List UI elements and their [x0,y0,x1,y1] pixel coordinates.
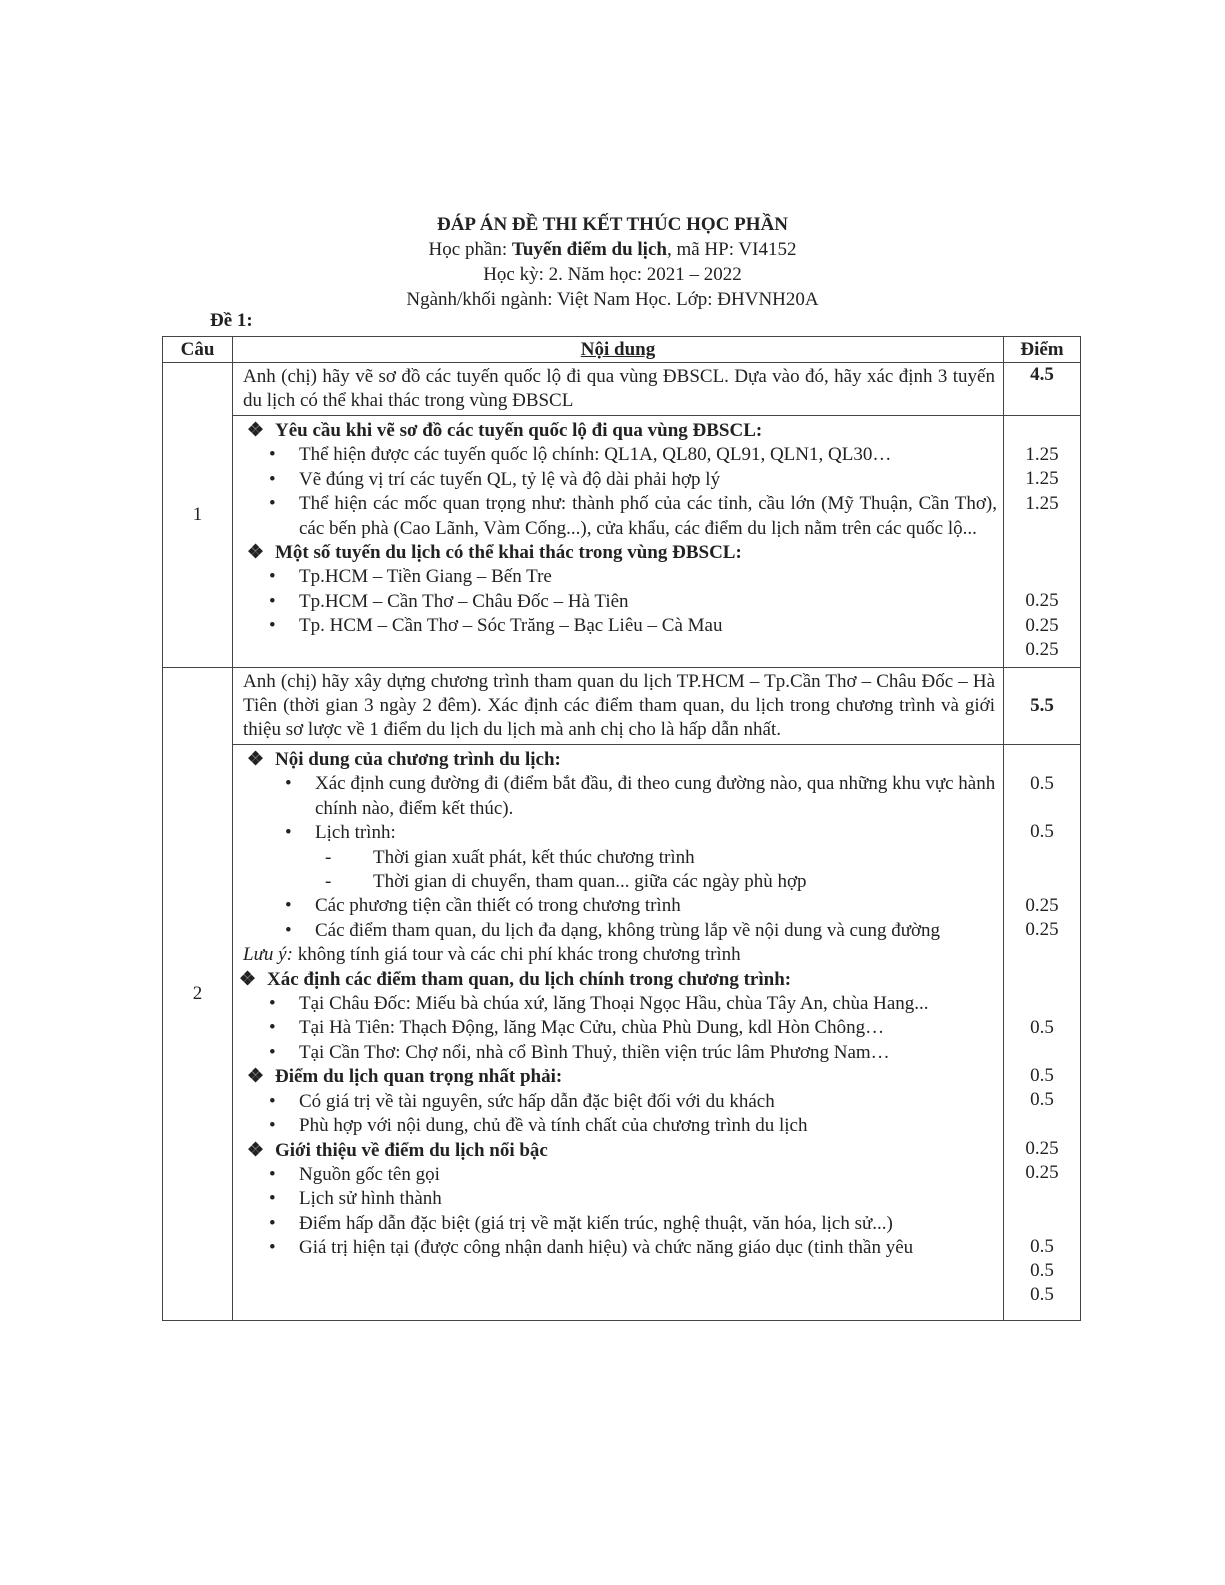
bullet-icon: • [269,590,276,612]
q2-question-row [163,668,1081,745]
note-line: Lưu ý: không tính giá tour và các chi phí khác trong chương trình [243,944,741,966]
diamond-bullet-icon: ❖ [247,542,265,564]
q1-question: Anh (chị) hãy vẽ sơ đồ các tuyến quốc lộ đi qua vùng ĐBSCL. Dựa vào đó, hãy xác định 3 tuyến du lịch có thể khai thác trong vùng ĐBSCL [243,366,995,411]
list-item: • Giá trị hiện tại (được công nhận danh hiệu) và chức năng giáo dục (tinh thần yêu [233,1236,997,1260]
bullet-icon: • [269,1163,276,1185]
q2-answer-row [163,745,1081,1321]
bullet-icon: • [269,444,276,466]
header-cau: Câu [163,337,233,363]
score-value: 1.25 [1025,444,1059,465]
score-value: 0.5 [1030,1064,1054,1086]
bullet-icon: • [269,1188,276,1210]
score-value: 0.5 [1030,1284,1054,1306]
score-value: 0.25 [1025,894,1059,916]
score-value: 0.5 [1030,1089,1054,1111]
q1-section-drawing: ❖ Yêu cầu khi vẽ sơ đồ các tuyến quốc lộ đi qua vùng ĐBSCL: [233,419,997,443]
score-value: 0.5 [1030,1259,1054,1281]
q1-section-routes: ❖ Một số tuyến du lịch có thể khai thác trong vùng ĐBSCL: [233,541,997,565]
q2-section-key-point: ❖ Điểm du lịch quan trọng nhất phải: [233,1065,997,1089]
q2-number: 2 [163,668,233,1321]
list-item: • Thể hiện được các tuyến quốc lộ chính: QL1A, QL80, QL91, QLN1, QL30… [233,443,997,467]
score-value: 0.25 [1025,1137,1059,1159]
bullet-icon: • [269,1017,276,1039]
dash-icon: - [325,871,332,893]
bullet-icon: • [269,1115,276,1137]
score-value: 0.25 [1025,638,1059,660]
header-noidung: Nội dung [233,337,1004,363]
list-item: • Các phương tiện cần thiết có trong chương trình [233,894,997,918]
list-item: • Các điểm tham quan, du lịch đa dạng, không trùng lắp về nội dung và cung đường [233,919,997,943]
course-line: Học phần: Tuyến điểm du lịch, mã HP: VI4152 [428,239,797,260]
diamond-bullet-icon: ❖ [239,968,257,990]
bullet-icon: • [285,895,292,917]
list-item: • Tại Cần Thơ: Chợ nổi, nhà cổ Bình Thuỷ, thiền viện trúc lâm Phương Nam… [233,1041,997,1065]
bullet-icon: • [269,1090,276,1112]
answer-table [162,336,1081,1321]
score-value: 0.5 [1030,773,1054,794]
table-header-row [163,337,1081,363]
list-subitem: - Thời gian xuất phát, kết thúc chương trình [233,846,997,870]
list-item: • Tp.HCM – Cần Thơ – Châu Đốc – Hà Tiên [233,590,997,614]
list-item: • Điểm hấp dẫn đặc biệt (giá trị về mặt kiến trúc, nghệ thuật, văn hóa, lịch sử...) [233,1212,997,1236]
bullet-icon: • [285,822,292,844]
list-item: • Xác định cung đường đi (điểm bắt đầu, đi theo cung đường nào, qua những khu vực hành chính nào, điểm kết thúc). [233,772,997,821]
list-item: • Thể hiện các mốc quan trọng như: thành phố của các tỉnh, cầu lớn (Mỹ Thuận, Cần Thơ), các bến phà (Cao Lãnh, Vàm Cống...), cửa khẩu, các điểm du lịch nằm trên các quốc lộ... [233,492,997,541]
bullet-icon: • [269,468,276,490]
list-item: • Tp.HCM – Tiền Giang – Bến Tre [233,565,997,589]
list-item: • Lịch sử hình thành [233,1187,997,1211]
q1-number: 1 [163,363,233,668]
diamond-bullet-icon: ❖ [247,1066,265,1088]
score-value: 0.25 [1025,1162,1059,1184]
score-value: 0.5 [1030,1016,1054,1038]
q1-total-score: 4.5 [1030,364,1054,385]
q2-total-score: 5.5 [1030,695,1054,716]
exam-version-label: Đề 1: [210,310,253,331]
document-header [0,212,1225,312]
list-item: • Phù hợp với nội dung, chủ đề và tính chất của chương trình du lịch [233,1114,997,1138]
bullet-icon: • [285,919,292,941]
list-item: • Tại Châu Đốc: Miếu bà chúa xứ, lăng Thoại Ngọc Hầu, chùa Tây An, chùa Hang... [233,992,997,1016]
q2-section-program: ❖ Nội dung của chương trình du lịch: [233,748,997,772]
major-line: Ngành/khối ngành: Việt Nam Học. Lớp: ĐHVNH20A [406,289,819,310]
bullet-icon: • [269,1212,276,1234]
score-value: 0.25 [1025,614,1059,636]
list-subitem: - Thời gian di chuyển, tham quan... giữa các ngày phù hợp [233,870,997,894]
bullet-icon: • [269,1041,276,1063]
diamond-bullet-icon: ❖ [247,420,265,441]
course-name: Tuyến điểm du lịch [511,239,667,260]
bullet-icon: • [269,493,276,515]
list-item: • Vẽ đúng vị trí các tuyến QL, tỷ lệ và độ dài phải hợp lý [233,468,997,492]
diamond-bullet-icon: ❖ [247,749,265,770]
list-item: • Lịch trình: [233,821,997,845]
document-title: ĐÁP ÁN ĐỀ THI KẾT THÚC HỌC PHẦN [436,214,789,235]
list-item: • Tại Hà Tiên: Thạch Động, lăng Mạc Cửu, chùa Phù Dung, kdl Hòn Chông… [233,1016,997,1040]
score-value: 0.25 [1025,919,1059,941]
diamond-bullet-icon: ❖ [247,1139,265,1161]
q2-question: Anh (chị) hãy xây dựng chương trình tham quan du lịch TP.HCM – Tp.Cần Thơ – Châu Đốc – Hà Tiên (thời gian 3 ngày 2 đêm). Xác định các điểm tham quan, du lịch trong chương trình và giới thiệu sơ lược về 1 điểm du lịch du lịch mà anh chị cho là hấp dẫn nhất. [243,671,995,740]
bullet-icon: • [285,773,292,795]
semester-line: Học kỳ: 2. Năm học: 2021 – 2022 [483,264,742,285]
score-value: 0.25 [1025,590,1059,612]
score-value: 0.5 [1030,821,1054,843]
bullet-icon: • [269,1237,276,1259]
note-label: Lưu ý: [243,944,293,966]
list-item: • Có giá trị về tài nguyên, sức hấp dẫn đặc biệt đối với du khách [233,1090,997,1114]
list-item: • Tp. HCM – Cần Thơ – Sóc Trăng – Bạc Liêu – Cà Mau [233,614,997,638]
score-value: 1.25 [1025,492,1059,514]
score-value: 1.25 [1025,468,1059,490]
bullet-icon: • [269,566,276,588]
dash-icon: - [325,846,332,868]
bullet-icon: • [269,615,276,637]
bullet-icon: • [269,993,276,1015]
score-value: 0.5 [1030,1235,1054,1257]
header-diem: Điểm [1004,337,1081,363]
list-item: • Nguồn gốc tên gọi [233,1163,997,1187]
q1-question-row [163,363,1081,416]
q2-section-introduction: ❖ Giới thiệu về điểm du lịch nổi bậc [233,1139,997,1163]
q1-answer-row [163,416,1081,668]
q2-section-destinations: ❖ Xác định các điểm tham quan, du lịch chính trong chương trình: [233,968,997,992]
